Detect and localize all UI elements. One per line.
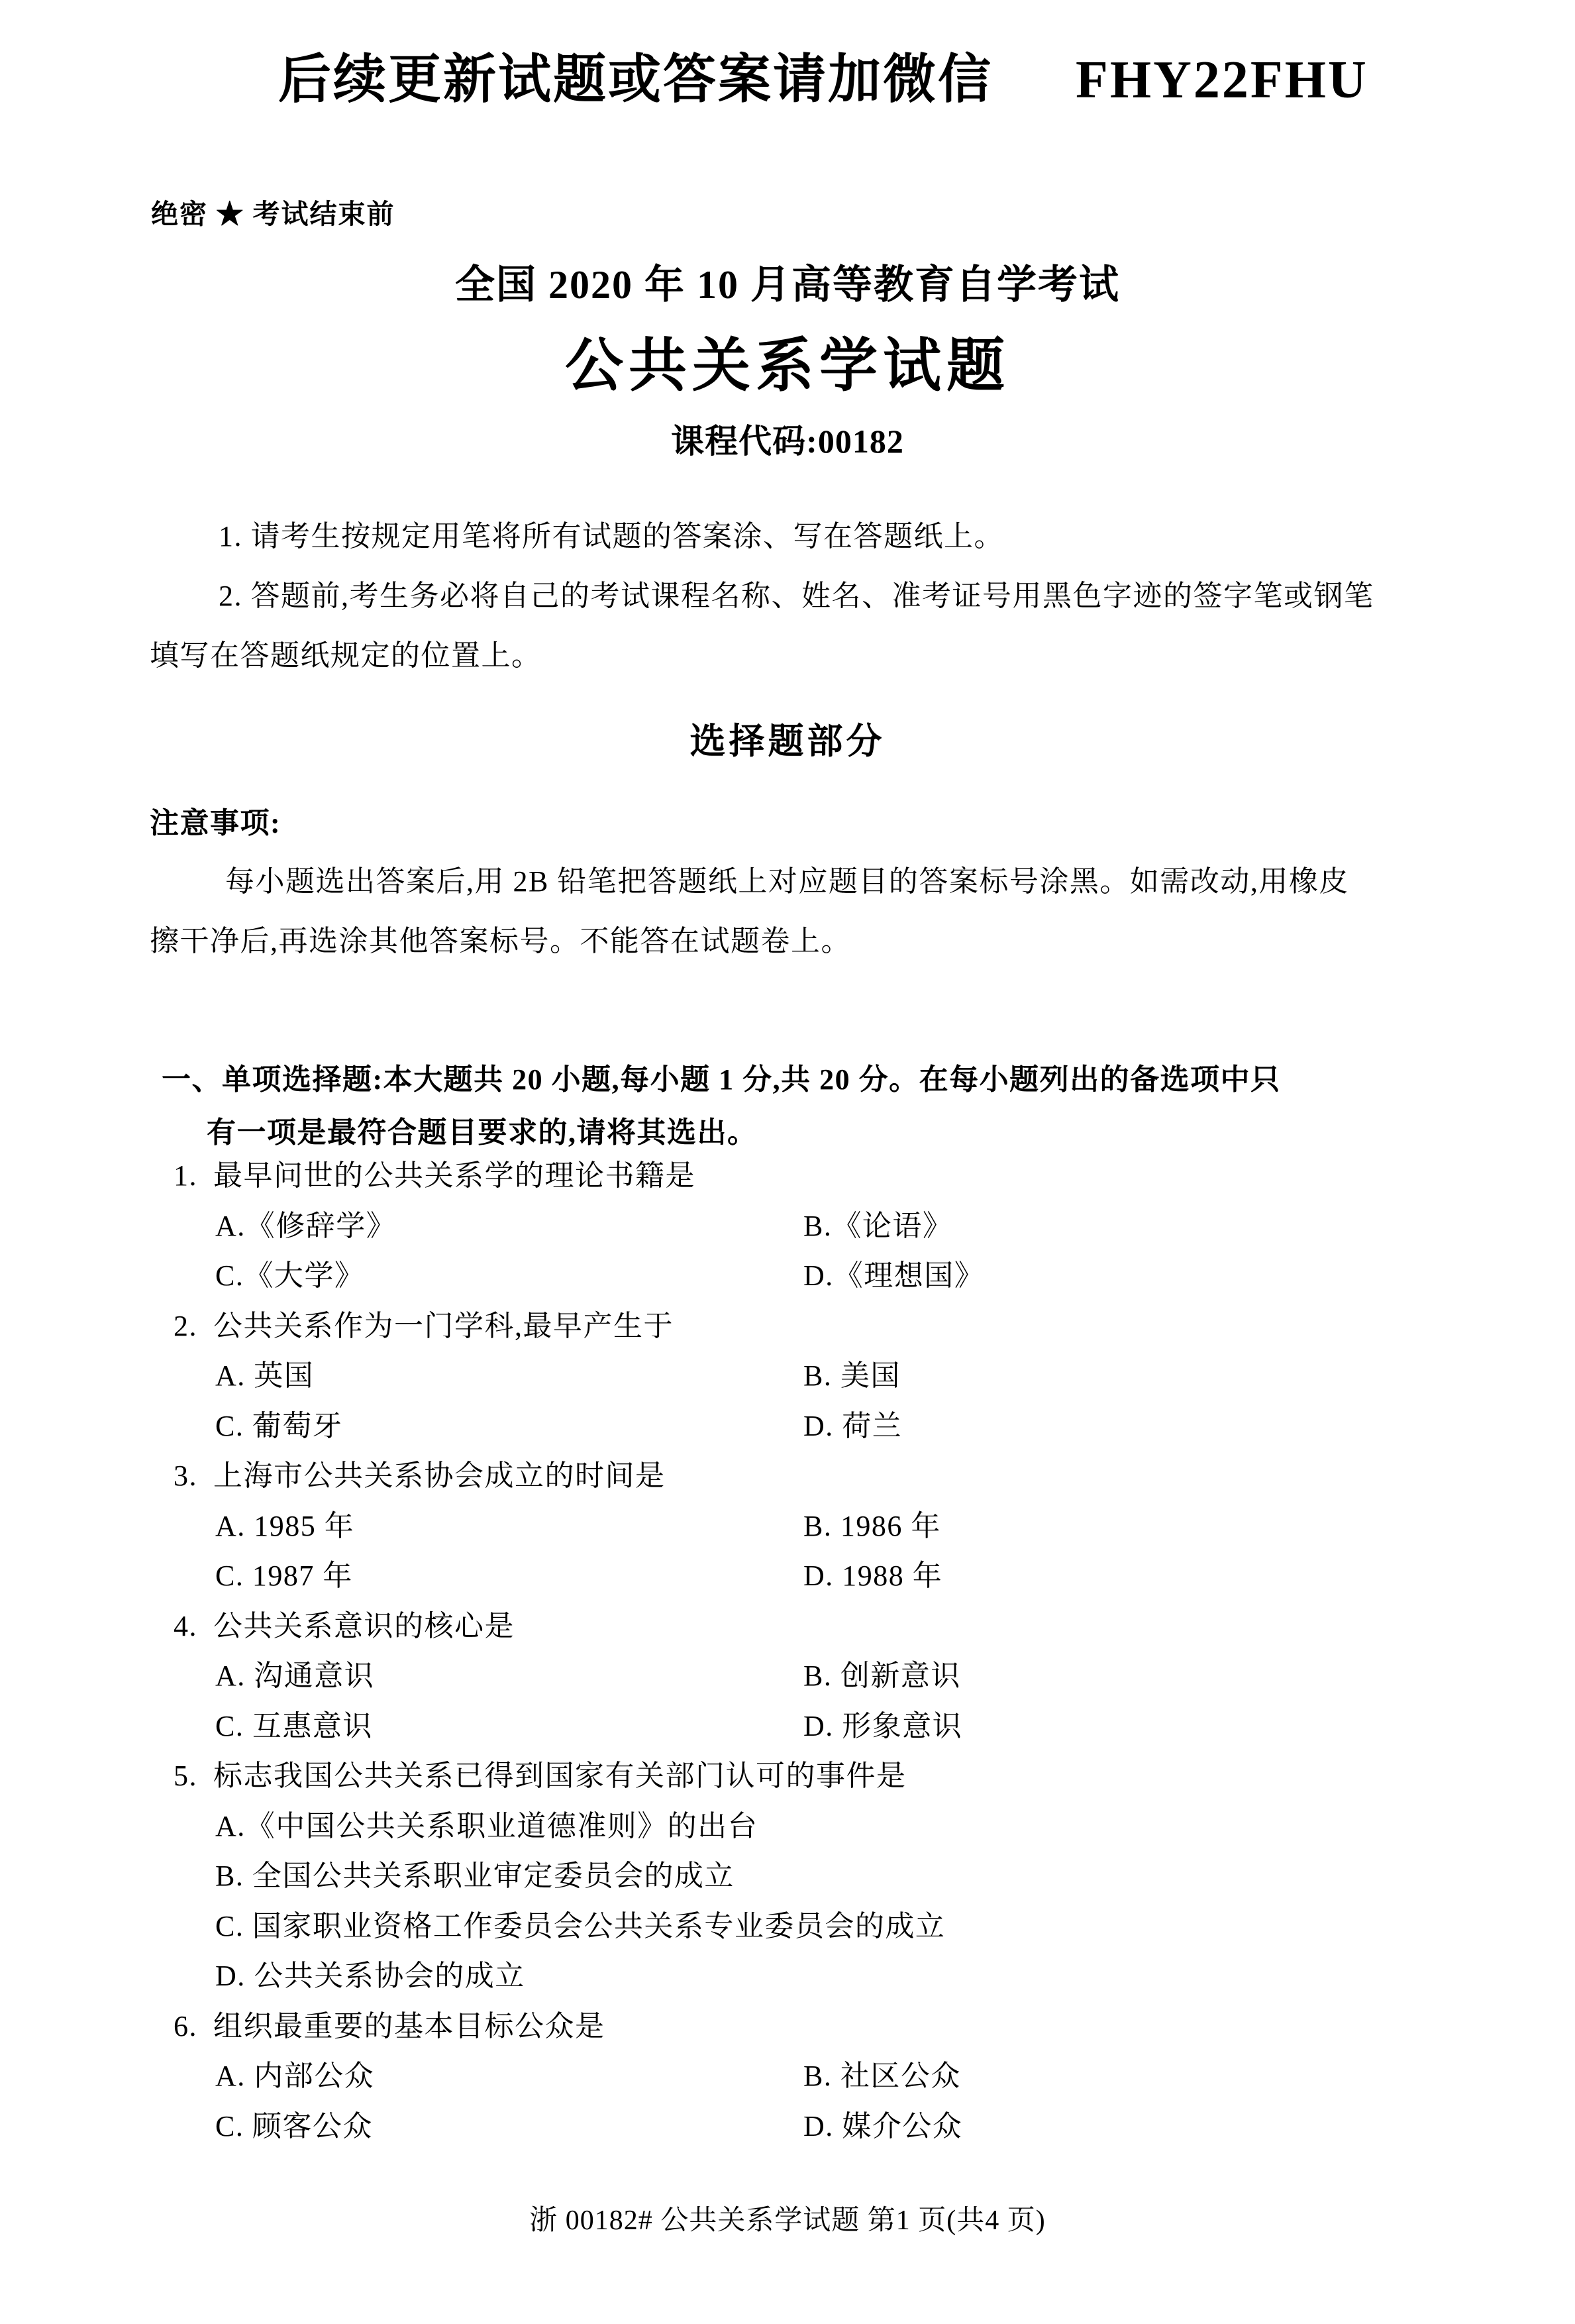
question-row (0, 1301, 1575, 1351)
question-row (0, 1601, 1575, 1652)
option-label: B.《论语》 (803, 1209, 953, 1242)
option-label: B. 1986 年 (803, 1509, 941, 1542)
option-row (0, 1501, 1575, 1552)
watermark-wechat-id: FHY22FHU (1076, 51, 1368, 109)
question-text: 公共关系意识的核心是 (213, 1609, 515, 1642)
option-label: D. 形象意识 (803, 1709, 963, 1742)
instruction-line-2: 2. 答题前,考生务必将自己的考试课程名称、姓名、准考证号用黑色字迹的签字笔或钢笔 (219, 580, 1374, 612)
option-label: D. 1988 年 (803, 1559, 943, 1592)
question-text: 组织最重要的基本目标公众是 (213, 2009, 605, 2042)
instruction-line-2-continuation: 填写在答题纸规定的位置上。 (150, 639, 542, 672)
question-text: 最早问世的公共关系学的理论书籍是 (213, 1159, 695, 1192)
option-label: A. 沟通意识 (215, 1660, 375, 1692)
option-row (0, 1551, 1575, 1601)
watermark-notice-text: 后续更新试题或答案请加微信 (278, 51, 993, 109)
option-row (0, 1951, 1575, 2001)
option-label: C. 1987 年 (215, 1559, 353, 1592)
classified-label: 绝密 ★ 考试结束前 (151, 199, 395, 229)
question-text: 公共关系作为一门学科,最早产生于 (213, 1309, 674, 1342)
option-label: A. 内部公众 (215, 2060, 375, 2092)
course-code: 课程代码:00182 (671, 423, 904, 460)
question-row (0, 1451, 1575, 1501)
option-label: B. 美国 (803, 1359, 901, 1392)
question-row (0, 2001, 1575, 2052)
option-row (0, 1701, 1575, 1752)
notice-line: 每小题选出答案后,用 2B 铅笔把答题纸上对应题目的答案标号涂黑。如需改动,用橡皮 (225, 865, 1349, 898)
part-one-heading-line-1: 一、单项选择题:本大题共 20 小题,每小题 1 分,共 20 分。在每小题列出的备选项中只 (162, 1063, 1281, 1096)
option-label: C.《大学》 (215, 1259, 365, 1292)
question-text: 上海市公共关系协会成立的时间是 (213, 1459, 666, 1492)
question-row (0, 1751, 1575, 1801)
question-number: 1. (174, 1159, 197, 1192)
question-number: 6. (174, 2009, 197, 2042)
question-row (0, 1151, 1575, 1201)
option-row (0, 1851, 1575, 1901)
exam-session-title: 全国 2020 年 10 月高等教育自学考试 (455, 263, 1120, 307)
option-row (0, 1651, 1575, 1701)
option-row (0, 2051, 1575, 2101)
option-label: B. 创新意识 (803, 1660, 961, 1692)
option-label: C. 葡萄牙 (215, 1409, 343, 1442)
option-row (0, 1201, 1575, 1251)
exam-subject-title: 公共关系学试题 (564, 335, 1010, 399)
question-number: 4. (174, 1609, 197, 1642)
question-number: 3. (174, 1459, 197, 1492)
option-label: D.《理想国》 (803, 1259, 985, 1292)
section-title: 选择题部分 (689, 721, 886, 761)
option-label: D. 荷兰 (803, 1409, 903, 1442)
option-row (0, 2101, 1575, 2152)
instruction-line-1: 1. 请考生按规定用笔将所有试题的答案涂、写在答题纸上。 (219, 520, 1004, 553)
option-row (0, 1251, 1575, 1301)
part-one-heading-line-2: 有一项是最符合题目要求的,请将其选出。 (207, 1116, 758, 1149)
option-label: A. 1985 年 (215, 1509, 355, 1542)
option-row (0, 1901, 1575, 1952)
question-list (0, 1151, 1575, 2151)
question-number: 2. (174, 1309, 197, 1342)
option-row (0, 1401, 1575, 1452)
option-label: C. 国家职业资格工作委员会公共关系专业委员会的成立 (215, 1909, 946, 1942)
notice-line: 擦干净后,再选涂其他答案标号。不能答在试题卷上。 (150, 925, 851, 957)
page-footer: 浙 00182# 公共关系学试题 第1 页(共4 页) (529, 2205, 1046, 2236)
option-label: B. 社区公众 (803, 2060, 961, 2092)
option-row (0, 1801, 1575, 1852)
option-label: A.《修辞学》 (215, 1209, 397, 1242)
option-label: D. 公共关系协会的成立 (215, 1960, 525, 1992)
watermark-line (278, 36, 1368, 113)
notice-heading: 注意事项: (150, 807, 281, 839)
option-label: A.《中国公共关系职业道德准则》的出台 (215, 1809, 758, 1842)
option-row (0, 1351, 1575, 1401)
option-label: B. 全国公共关系职业审定委员会的成立 (215, 1860, 735, 1892)
question-number: 5. (174, 1760, 197, 1792)
question-text: 标志我国公共关系已得到国家有关部门认可的事件是 (213, 1760, 907, 1792)
option-label: D. 媒介公众 (803, 2109, 963, 2142)
option-label: A. 英国 (215, 1359, 315, 1392)
option-label: C. 顾客公众 (215, 2109, 373, 2142)
option-label: C. 互惠意识 (215, 1709, 373, 1742)
